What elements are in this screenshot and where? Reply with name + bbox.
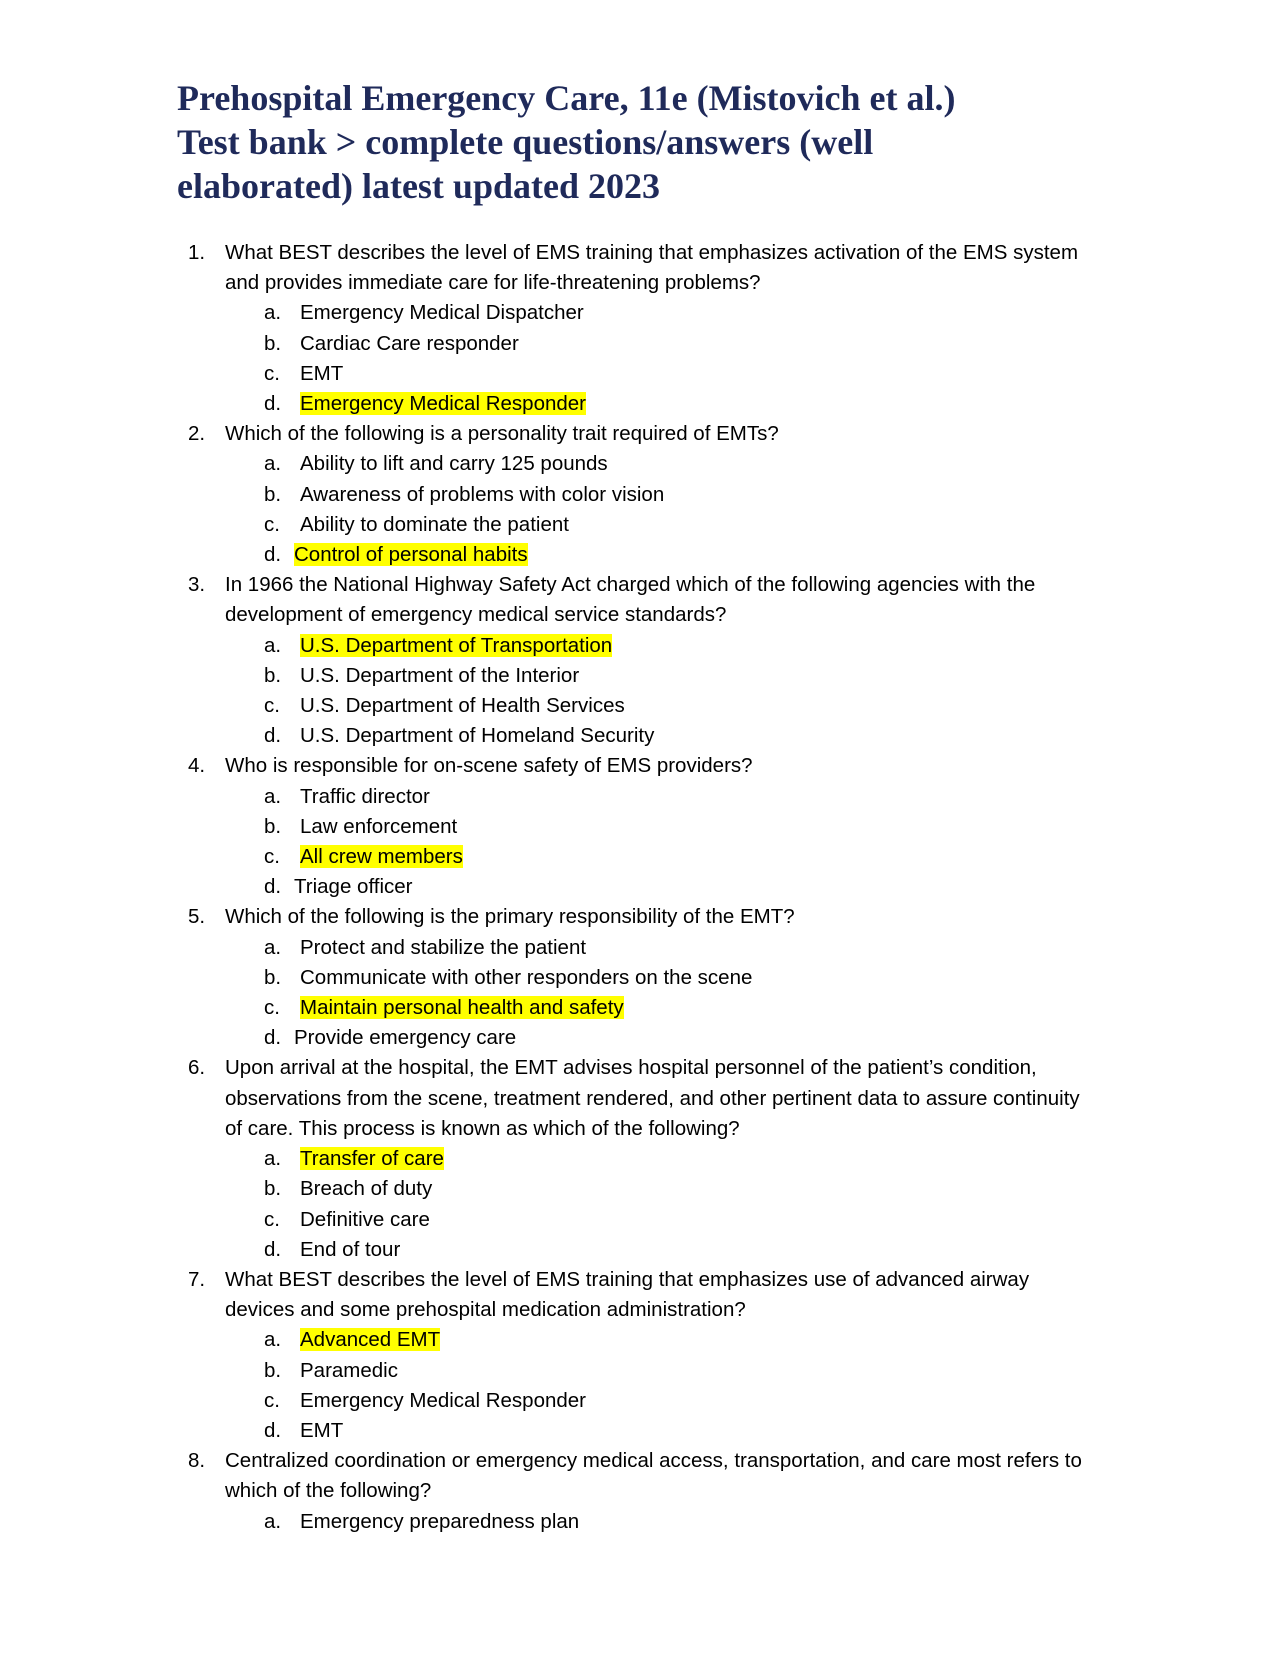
- answer-option: [0, 691, 1280, 721]
- question-row: [0, 238, 1095, 298]
- answer-option: [0, 1325, 1280, 1355]
- answer-list: [0, 449, 1280, 570]
- question-number: 5.: [188, 905, 206, 929]
- answer-letter: b.: [264, 1358, 282, 1382]
- answer-text: Provide emergency care: [294, 1026, 517, 1050]
- question-row: [0, 419, 1095, 449]
- question-number: 8.: [188, 1449, 206, 1473]
- answer-letter: c.: [264, 996, 280, 1020]
- question-text: Upon arrival at the hospital, the EMT advises hospital personnel of the patient’s condition, observations from the scene, treatment rendered, and other pertinent data to assure continuity of care. This process is known as which of the following?: [225, 1056, 1080, 1140]
- answer-option: [0, 782, 1280, 812]
- correct-answer-text: Advanced EMT: [300, 1328, 441, 1352]
- question-row: [0, 751, 1095, 781]
- answer-text: Paramedic: [300, 1358, 398, 1382]
- question-item: [0, 570, 1280, 751]
- answer-text: Ability to dominate the patient: [300, 512, 569, 536]
- answer-option: [0, 1416, 1280, 1446]
- question-number: 2.: [188, 422, 206, 446]
- answer-letter: b.: [264, 1177, 282, 1201]
- question-row: [0, 1265, 1095, 1325]
- answer-option: [0, 963, 1280, 993]
- answer-text: U.S. Department of Homeland Security: [300, 724, 655, 748]
- answer-option: [0, 1507, 1280, 1537]
- answer-option: [0, 933, 1280, 963]
- answer-option: [0, 510, 1280, 540]
- question-item: [0, 1446, 1280, 1537]
- question-number: 7.: [188, 1267, 206, 1291]
- answer-option: [0, 298, 1280, 328]
- correct-answer-text: All crew members: [300, 845, 463, 869]
- answer-option: [0, 842, 1280, 872]
- answer-letter: a.: [264, 452, 282, 476]
- question-row: [0, 570, 1095, 630]
- answer-letter: c.: [264, 845, 280, 869]
- answer-text: Law enforcement: [300, 814, 458, 838]
- answer-letter: c.: [264, 1388, 280, 1412]
- answer-option: [0, 359, 1280, 389]
- answer-text: Emergency Medical Responder: [300, 1388, 586, 1412]
- answer-option: [0, 480, 1280, 510]
- answer-letter: a.: [264, 1509, 282, 1533]
- question-text: In 1966 the National Highway Safety Act charged which of the following agencies with the development of emergency medical service standards?: [225, 573, 1036, 627]
- answer-text: Awareness of problems with color vision: [300, 482, 665, 506]
- answer-list: [0, 933, 1280, 1054]
- answer-letter: b.: [264, 663, 282, 687]
- correct-answer-text: Emergency Medical Responder: [300, 392, 586, 416]
- question-text: Which of the following is the primary responsibility of the EMT?: [225, 905, 795, 929]
- answer-letter: a.: [264, 1328, 282, 1352]
- answer-option: [0, 872, 1280, 902]
- answer-list: [0, 1144, 1280, 1265]
- answer-text: U.S. Department of Health Services: [300, 694, 625, 718]
- question-text: Which of the following is a personality trait required of EMTs?: [225, 422, 779, 446]
- answer-list: [0, 1507, 1280, 1537]
- answer-text: Emergency preparedness plan: [300, 1509, 580, 1533]
- answer-text: End of tour: [300, 1237, 401, 1261]
- answer-option: [0, 1235, 1280, 1265]
- answer-text: Cardiac Care responder: [300, 331, 519, 355]
- answer-letter: b.: [264, 965, 282, 989]
- answer-letter: a.: [264, 301, 282, 325]
- answer-text: Protect and stabilize the patient: [300, 935, 587, 959]
- answer-letter: c.: [264, 1207, 280, 1231]
- answer-letter: d.: [264, 1418, 282, 1442]
- question-item: [0, 751, 1280, 902]
- answer-option: [0, 812, 1280, 842]
- answer-letter: c.: [264, 694, 280, 718]
- answer-text: Definitive care: [300, 1207, 430, 1231]
- question-text: What BEST describes the level of EMS training that emphasizes use of advanced airway devices and some prehospital medication administration?: [225, 1267, 1030, 1322]
- answer-letter: a.: [264, 633, 282, 657]
- correct-answer-text: Transfer of care: [300, 1147, 444, 1171]
- question-item: [0, 238, 1280, 419]
- question-row: [0, 1446, 1095, 1506]
- question-number: 1.: [188, 241, 206, 264]
- answer-option: [0, 721, 1280, 751]
- answer-letter: b.: [264, 814, 282, 838]
- question-number: 3.: [188, 573, 206, 597]
- answer-option: [0, 540, 1280, 570]
- answer-letter: d.: [264, 1026, 282, 1050]
- question-text: Centralized coordination or emergency medical access, transportation, and care most refers to which of the following?: [225, 1449, 1082, 1503]
- answer-list: [0, 782, 1280, 903]
- answer-letter: c.: [264, 361, 280, 385]
- answer-text: EMT: [300, 1418, 344, 1442]
- answer-text: Emergency Medical Dispatcher: [300, 301, 584, 325]
- question-list: [0, 238, 1280, 1537]
- answer-letter: a.: [264, 1147, 282, 1171]
- correct-answer-text: Maintain personal health and safety: [300, 996, 624, 1020]
- answer-letter: a.: [264, 935, 282, 959]
- answer-option: [0, 1386, 1280, 1416]
- question-row: [0, 902, 1095, 932]
- answer-letter: c.: [264, 512, 280, 536]
- correct-answer-text: Control of personal habits: [294, 543, 528, 567]
- correct-answer-text: U.S. Department of Transportation: [300, 633, 613, 657]
- answer-option: [0, 661, 1280, 691]
- title-line: Test bank > complete questions/answers (well: [177, 122, 874, 162]
- answer-list: [0, 631, 1280, 752]
- answer-text: EMT: [300, 361, 344, 385]
- answer-letter: d.: [264, 875, 282, 899]
- answer-option: [0, 1174, 1280, 1204]
- answer-option: [0, 1356, 1280, 1386]
- answer-option: [0, 1144, 1280, 1174]
- answer-text: Ability to lift and carry 125 pounds: [300, 452, 608, 476]
- question-number: 4.: [188, 754, 206, 778]
- answer-text: Traffic director: [300, 784, 430, 808]
- answer-option: [0, 389, 1280, 419]
- answer-list: [0, 298, 1280, 419]
- answer-letter: d.: [264, 392, 282, 416]
- answer-letter: d.: [264, 543, 282, 567]
- question-text: What BEST describes the level of EMS training that emphasizes activation of the EMS system and provides immediate care for life-threatening problems?: [225, 241, 1079, 295]
- question-item: [0, 1265, 1280, 1446]
- answer-letter: d.: [264, 724, 282, 748]
- question-text: Who is responsible for on-scene safety of EMS providers?: [225, 754, 753, 778]
- answer-letter: a.: [264, 784, 282, 808]
- answer-option: [0, 449, 1280, 479]
- answer-letter: b.: [264, 331, 282, 355]
- answer-letter: d.: [264, 1237, 282, 1261]
- title-line: elaborated) latest updated 2023: [177, 166, 660, 206]
- question-item: [0, 1053, 1280, 1264]
- answer-option: [0, 1205, 1280, 1235]
- question-row: [0, 1053, 1095, 1144]
- title-line: Prehospital Emergency Care, 11e (Mistovich et al.): [177, 78, 956, 118]
- answer-text: Triage officer: [294, 875, 413, 899]
- answer-text: Breach of duty: [300, 1177, 433, 1201]
- answer-option: [0, 631, 1280, 661]
- answer-letter: b.: [264, 482, 282, 506]
- question-item: [0, 419, 1280, 570]
- question-number: 6.: [188, 1056, 206, 1080]
- answer-option: [0, 1023, 1280, 1053]
- answer-option: [0, 329, 1280, 359]
- answer-text: Communicate with other responders on the scene: [300, 965, 753, 989]
- answer-option: [0, 993, 1280, 1023]
- question-item: [0, 902, 1280, 1053]
- document-title: [177, 76, 1077, 208]
- answer-text: U.S. Department of the Interior: [300, 663, 580, 687]
- answer-list: [0, 1325, 1280, 1446]
